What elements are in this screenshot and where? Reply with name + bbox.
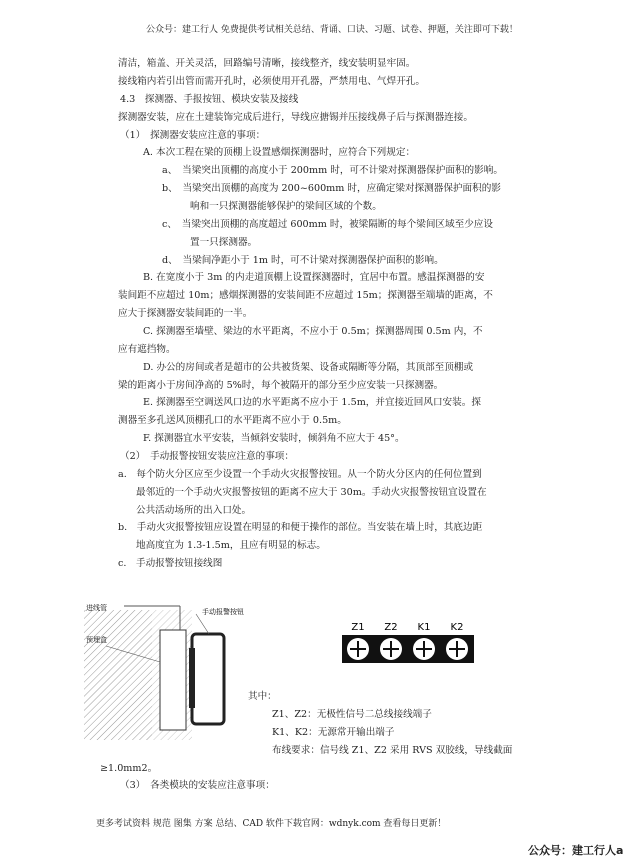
text-line: b. 手动火灾报警按钮应设置在明显的和便于操作的部位。当安装在墙上时，其底边距 [118, 522, 483, 533]
note-line: Z1、Z2：无极性信号二总线接线端子 [272, 709, 432, 720]
terminal-screw-k1 [413, 638, 435, 660]
text-line: c、 当梁突出顶棚的高度超过 600mm 时，被梁隔断的每个梁间区域至少应设 [162, 219, 493, 230]
text-line: 接线箱内若引出管而需开孔时，必须使用开孔器，严禁用电、气焊开孔。 [118, 76, 425, 87]
note-line: 布线要求：信号线 Z1、Z2 采用 RVS 双胶线，导线截面 [272, 745, 513, 756]
label-box: 预埋盒 [86, 636, 107, 644]
manual-alarm-button-diagram [84, 590, 254, 740]
note-line: ≥1.0mm2。 [100, 763, 158, 774]
page-header: 公众号：建工行人 免费提供考试相关总结、背诵、口诀、习题、试卷、押题，关注即可下载！ [146, 25, 518, 35]
subsection-heading: （1） 探测器安装应注意的事项： [120, 130, 266, 141]
watermark: 公众号：建工行人a [528, 844, 624, 857]
text-line: c. 手动报警按钮接线图 [118, 558, 223, 569]
button-body [192, 634, 224, 724]
section-heading: 4.3 探测器、手报按钮、模块安装及接线 [120, 94, 299, 105]
terminal-screw-z1 [347, 638, 369, 660]
text-line: 装间距不应超过 10m；感烟探测器的安装间距不应超过 15m；探测器至端墙的距离，不 [118, 290, 493, 301]
terminal-screw-z2 [380, 638, 402, 660]
text-line: B. 在宽度小于 3m 的内走道顶棚上设置探测器时，宜居中布置。感温探测器的安 [143, 272, 485, 283]
text-line: a. 每个防火分区应至少设置一个手动火灾报警按钮。从一个防火分区内的任何位置到 [118, 469, 482, 480]
text-line: a、 当梁突出顶棚的高度小于 200mm 时，可不计梁对探测器保护面积的影响。 [162, 165, 503, 176]
text-line: E. 探测器至空调送风口边的水平距离不应小于 1.5m，并宜接近回风口安装。探 [143, 397, 481, 408]
text-line: 应有遮挡物。 [118, 344, 176, 355]
terminal-label-z1: Z1 [351, 622, 365, 633]
text-line: 置一只探测器。 [190, 237, 258, 248]
button-face [189, 648, 195, 708]
terminal-label-k1: K1 [417, 622, 431, 633]
subsection-heading: （3） 各类模块的安装应注意事项： [120, 780, 275, 791]
text-line: A. 本次工程在梁的顶棚上设置感烟探测器时，应符合下列规定： [143, 147, 416, 158]
terminal-screw-k2 [446, 638, 468, 660]
text-line: 最邻近的一个手动火灾报警按钮的距离不应大于 30m。手动火灾报警按钮宜设置在 [136, 487, 487, 498]
text-line: 清洁，箱盖、开关灵活，回路编号清晰，接线整齐，线安装明显牢固。 [118, 58, 416, 69]
text-line: d、 当梁间净距小于 1m 时，可不计梁对探测器保护面积的影响。 [162, 255, 444, 266]
subsection-heading: （2） 手动报警按钮安装应注意的事项： [120, 451, 294, 462]
text-line: D. 办公的房间或者是超市的公共被货架、设备或隔断等分隔，其顶部至顶棚或 [143, 362, 474, 373]
embedded-box [160, 630, 186, 730]
text-line: b、 当梁突出顶棚的高度为 200~600mm 时，应确定梁对探测器保护面积的影 [162, 183, 501, 194]
text-line: 梁的距离小于房间净高的 5%时，每个被隔开的部分至少应安装一只探测器。 [118, 380, 444, 391]
wall-hatch [84, 610, 152, 740]
label-conduit: 进线管 [86, 604, 107, 612]
label-button: 手动报警按钮 [202, 608, 244, 616]
text-line: 测器至多孔送风顶棚孔口的水平距离不应小于 0.5m。 [118, 415, 347, 426]
terminal-block [340, 618, 480, 672]
terminal-label-z2: Z2 [384, 622, 398, 633]
note-line: K1、K2：无源常开输出端子 [272, 727, 395, 738]
terminal-label-k2: K2 [450, 622, 464, 633]
text-line: 探测器安装，应在土建装饰完成后进行，导线应搪锡并压接线鼻子后与探测器连接。 [118, 112, 473, 123]
text-line: F. 探测器宜水平安装，当倾斜安装时，倾斜角不应大于 45°。 [143, 433, 405, 444]
text-line: 应大于探测器安装间距的一半。 [118, 308, 253, 319]
text-line: 公共活动场所的出入口处。 [136, 505, 252, 516]
text-line: 响和一只探测器能够保护的梁间区域的个数。 [190, 201, 382, 212]
text-line: 地高度宜为 1.3-1.5m，且应有明显的标志。 [136, 540, 326, 551]
text-line: C. 探测器至墙壁、梁边的水平距离，不应小于 0.5m；探测器周围 0.5m 内，不 [143, 326, 483, 337]
notes-heading: 其中： [248, 691, 277, 702]
leader-button [196, 614, 209, 634]
page-footer: 更多考试资料 规范 图集 方案 总结、CAD 软件下载官网：wdnyk.com 查看每日更新！ [96, 819, 447, 829]
